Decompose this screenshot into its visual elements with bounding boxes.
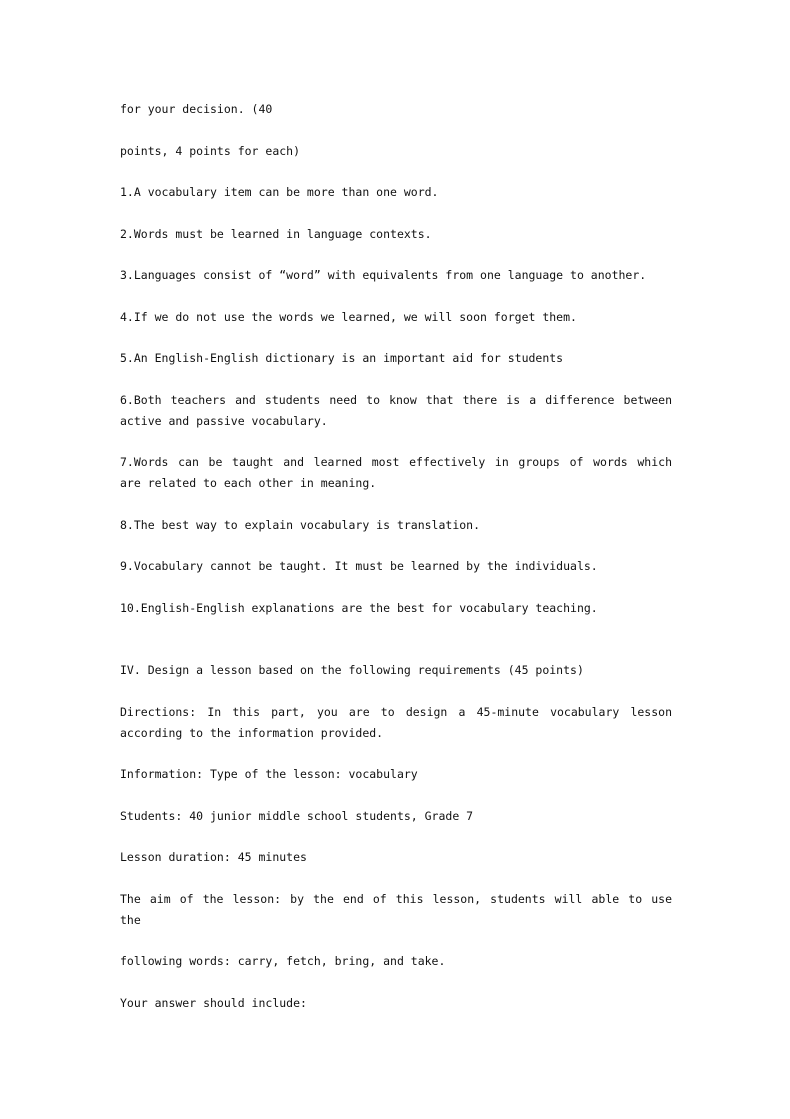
statement-4: 4.If we do not use the words we learned, we will soon forget them. (120, 310, 577, 324)
directions-line-1: Directions: In this part, you are to design a 45-minute vocabulary lesson (120, 705, 672, 719)
intro-line-2: points, 4 points for each) (120, 144, 301, 158)
statement-6-line-2: active and passive vocabulary. (120, 414, 328, 428)
statement-2: 2.Words must be learned in language contexts. (120, 227, 432, 241)
statement-7-line-2: are related to each other in meaning. (120, 476, 377, 490)
students-line: Students: 40 junior middle school students, Grade 7 (120, 809, 474, 823)
directions-line-2: according to the information provided. (120, 726, 384, 740)
statement-3: 3.Languages consist of “word” with equivalents from one language to another. (120, 268, 647, 282)
statement-6-line-1: 6.Both teachers and students need to know that there is a difference between (120, 393, 672, 407)
information-line: Information: Type of the lesson: vocabulary (120, 767, 418, 781)
statement-8: 8.The best way to explain vocabulary is translation. (120, 518, 481, 532)
statement-9: 9.Vocabulary cannot be taught. It must be learned by the individuals. (120, 559, 598, 573)
statement-5: 5.An English-English dictionary is an important aid for students (120, 351, 564, 365)
statement-1: 1.A vocabulary item can be more than one word. (120, 185, 439, 199)
statement-7-line-1: 7.Words can be taught and learned most effectively in groups of words which (120, 455, 672, 469)
document-page (120, 0, 672, 1119)
aim-line-2: the (120, 913, 141, 927)
answer-include-line: Your answer should include: (120, 996, 307, 1010)
statement-10: 10.English-English explanations are the best for vocabulary teaching. (120, 601, 598, 615)
duration-line: Lesson duration: 45 minutes (120, 850, 307, 864)
intro-line-1: for your decision. (40 (120, 102, 273, 116)
section-heading: IV. Design a lesson based on the following requirements (45 points) (120, 663, 584, 677)
aim-line-1: The aim of the lesson: by the end of this lesson, students will able to use (120, 892, 672, 906)
words-line: following words: carry, fetch, bring, and take. (120, 954, 446, 968)
